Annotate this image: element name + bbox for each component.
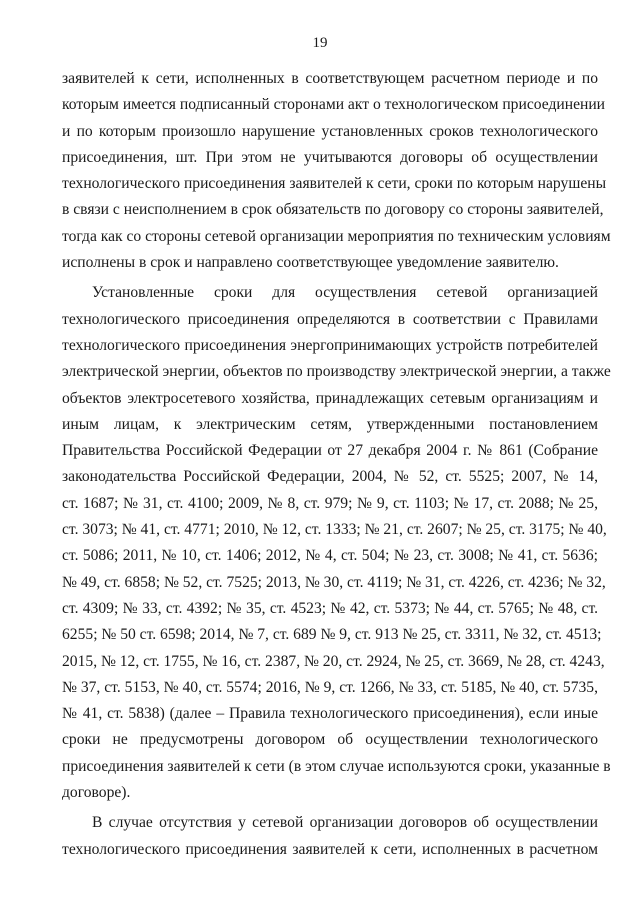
text-line: законодательства Российской Федерации, 2004, № 52, ст. 5525; 2007, № 14, — [62, 468, 598, 486]
text-line: технологического присоединения заявителей к сети, исполненных в расчетном — [62, 840, 598, 858]
text-line: Правительства Российской Федерации от 27 декабря 2004 г. № 861 (Собрание — [62, 442, 598, 460]
text-line: № 41, ст. 5838) (далее – Правила технологического присоединения), если иные — [62, 705, 598, 723]
text-line: ст. 5086; 2011, № 10, ст. 1406; 2012, № 4, ст. 504; № 23, ст. 3008; № 41, ст. 5636; — [62, 547, 598, 565]
text-line: № 49, ст. 6858; № 52, ст. 7525; 2013, № 30, ст. 4119; № 31, ст. 4226, ст. 4236; № 32, — [62, 573, 606, 591]
text-line: ст. 1687; № 31, ст. 4100; 2009, № 8, ст. 979; № 9, ст. 1103; № 17, ст. 2088; № 25, — [62, 494, 598, 512]
text-line: № 37, ст. 5153, № 40, ст. 5574; 2016, № 9, ст. 1266, № 33, ст. 5185, № 40, ст. 5735, — [62, 678, 598, 696]
text-line: технологического присоединения энергопринимающих устройств потребителей — [62, 336, 598, 354]
text-line: ст. 3073; № 41, ст. 4771; 2010, № 12, ст. 1333; № 21, ст. 2607; № 25, ст. 3175; № 40, — [62, 521, 607, 539]
text-line: ст. 4309; № 33, ст. 4392; № 35, ст. 4523; № 42, ст. 5373; № 44, ст. 5765; № 48, ст. — [62, 599, 598, 617]
text-line: сроки не предусмотрены договором об осуществлении технологического — [62, 731, 598, 749]
paragraph-1 — [62, 66, 611, 276]
text-line: в связи с неисполнением в срок обязательств по договору со стороны заявителей, — [62, 201, 604, 219]
document-body — [62, 66, 611, 863]
text-line: электрической энергии, объектов по производству электрической энергии, а также — [62, 363, 611, 381]
text-line: присоединения заявителей к сети (в этом случае используются сроки, указанные в — [62, 757, 611, 775]
text-line: и по которым произошло нарушение установленных сроков технологического — [62, 122, 598, 140]
page-number: 19 — [312, 35, 328, 51]
text-line: Установленные сроки для осуществления сетевой организацией — [92, 284, 598, 302]
text-line: иным лицам, к электрическим сетям, утвержденными постановлением — [62, 415, 598, 433]
text-line: заявителей к сети, исполненных в соответствующем расчетном периоде и по — [62, 70, 598, 87]
text-line: В случае отсутствия у сетевой организации договоров об осуществлении — [92, 814, 598, 832]
text-line: технологического присоединения заявителей к сети, сроки по которым нарушены — [62, 175, 607, 193]
paragraph-2 — [62, 280, 611, 806]
text-line: тогда как со стороны сетевой организации мероприятия по техническим условиям — [62, 227, 611, 245]
text-line: договоре). — [62, 784, 131, 802]
text-line: 6255; № 50 ст. 6598; 2014, № 7, ст. 689 № 9, ст. 913 № 25, ст. 3311, № 32, ст. 4513; — [62, 626, 602, 644]
text-line: 2015, № 12, ст. 1755, № 16, ст. 2387, № 20, ст. 2924, № 25, ст. 3669, № 28, ст. 4243, — [62, 652, 605, 670]
text-line: технологического присоединения определяются в соответствии с Правилами — [62, 310, 598, 328]
paragraph-3 — [62, 810, 598, 863]
text-line: которым имеется подписанный сторонами акт о технологическом присоединении — [62, 96, 606, 114]
text-line: исполнены в срок и направлено соответствующее уведомление заявителю. — [62, 254, 559, 272]
text-line: присоединения, шт. При этом не учитываются договоры об осуществлении — [62, 148, 598, 166]
text-line: объектов электросетевого хозяйства, принадлежащих сетевым организациям и — [62, 389, 598, 407]
